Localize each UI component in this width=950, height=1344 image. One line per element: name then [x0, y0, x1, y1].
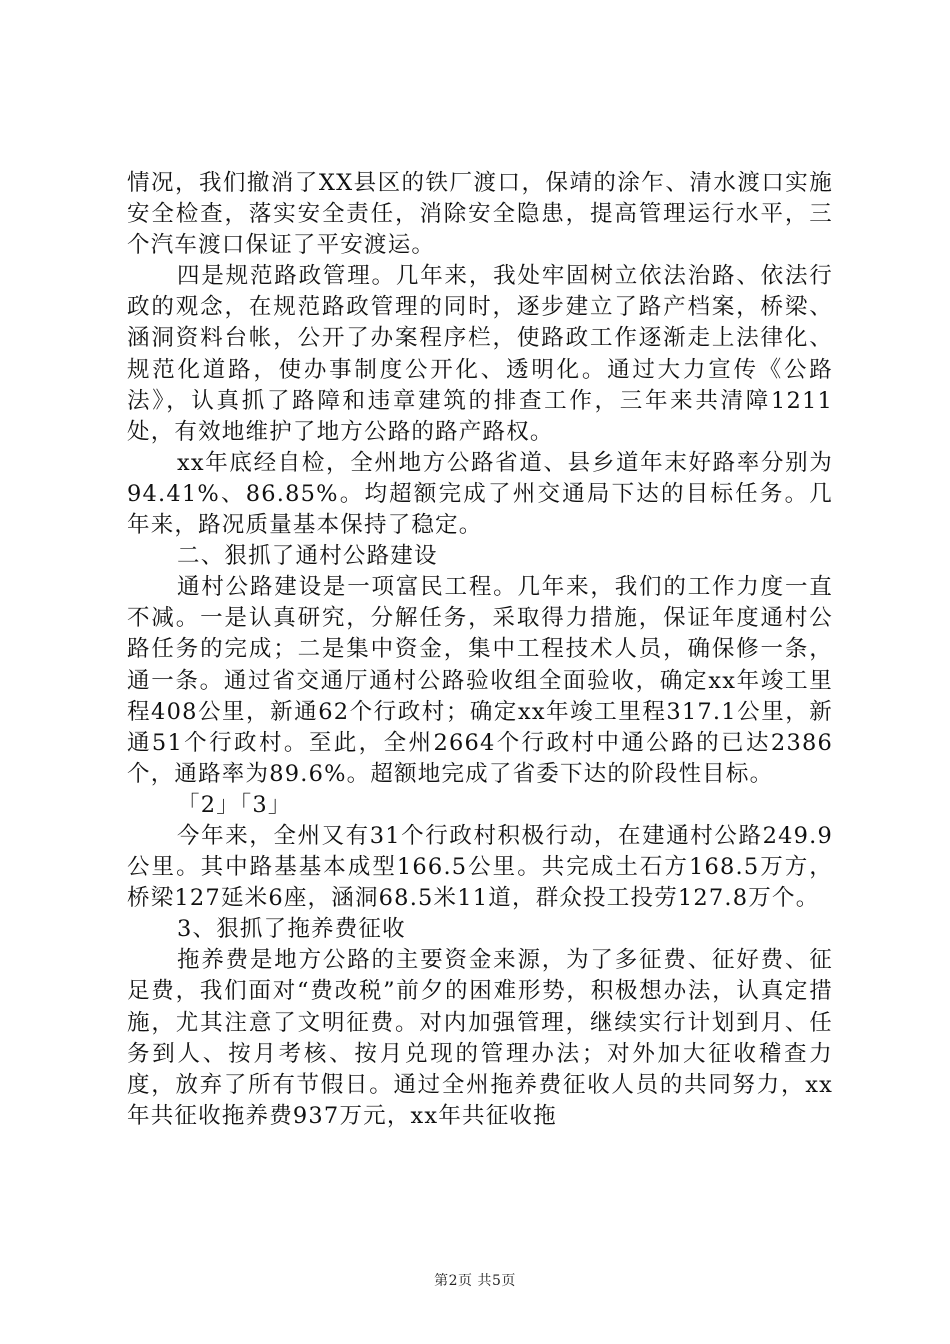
document-body — [127, 168, 833, 1132]
paragraph-6: 拖养费是地方公路的主要资金来源，为了多征费、征好费、征足费，我们面对“费改税”前夕的困难形势，积极想办法，认真定措施，尤其注意了文明征费。对内加强管理，继续实行计划到月、任务到人、按月考核、按月兑现的管理办法；对外加大征收稽查力度，放弃了所有节假日。通过全州拖养费征收人员的共同努力，xx年共征收拖养费937万元，xx年共征收拖 — [127, 947, 833, 1129]
section-heading-2: 二、狠抓了通村公路建设 — [177, 543, 438, 570]
paragraph-2: 四是规范路政管理。几年来，我处牢固树立依法治路、依法行政的观念，在规范路政管理的同时，逐步建立了路产档案，桥梁、涵洞资料台帐，公开了办案程序栏，使路政工作逐渐走上法律化、规范化道路，使办事制度公开化、透明化。通过大力宣传《公路法》，认真抓了路障和违章建筑的排查工作，三年来共清障1211处，有效地维护了地方公路的路产路权。 — [127, 263, 833, 445]
page-footer — [0, 1271, 950, 1291]
section-heading-3: 3、狠抓了拖养费征收 — [177, 916, 406, 943]
page-number-label: 第2页 共5页 — [434, 1273, 516, 1289]
paragraph-1: 情况，我们撤消了XX县区的铁厂渡口，保靖的涂乍、清水渡口实施安全检查，落实安全责任，消除安全隐患，提高管理运行水平，三个汽车渡口保证了平安渡运。 — [127, 170, 833, 259]
paragraph-5: 今年来，全州又有31个行政村积极行动，在建通村公路249.9公里。其中路基基本成型166.5公里。共完成土石方168.5万方，桥梁127延米6座，涵洞68.5米11道，群众投工投劳127.8万个。 — [127, 822, 833, 912]
paragraph-4: 通村公路建设是一项富民工程。几年来，我们的工作力度一直不减。一是认真研究，分解任务，采取得力措施，保证年度通村公路任务的完成；二是集中资金，集中工程技术人员，确保修一条，通一条。通过省交通厅通村公路验收组全面验收，确定xx年竣工里程408公里，新通62个行政村；确定xx年竣工里程317.1公里，新通51个行政村。至此，全州2664个行政村中通公路的已达2386个，通路率为89.6%。超额地完成了省委下达的阶段性目标。 — [127, 574, 833, 787]
paragraph-3: xx年底经自检，全州地方公路省道、县乡道年末好路率分别为94.41%、86.85%。均超额完成了州交通局下达的目标任务。几年来，路况质量基本保持了稳定。 — [127, 449, 833, 539]
reference-marks: 「2」「3」 — [177, 791, 292, 818]
